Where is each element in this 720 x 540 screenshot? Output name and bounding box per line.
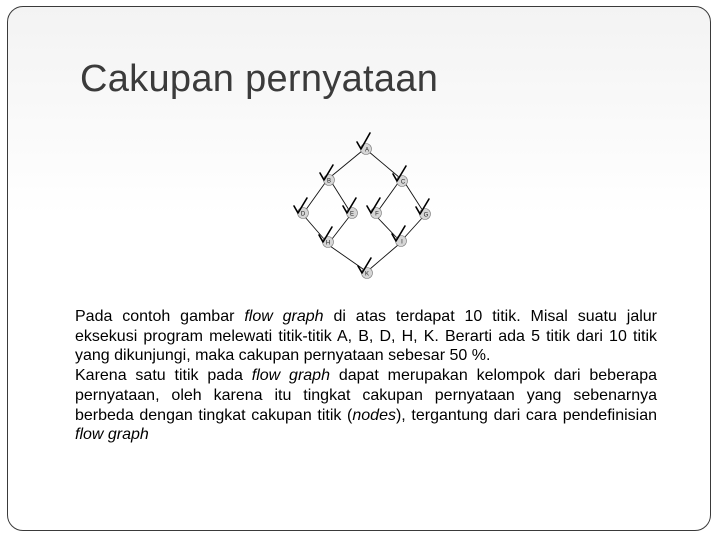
node-c-label: C [400, 179, 406, 186]
paragraph-2-emphasis-flow-graph: flow graph [251, 367, 330, 385]
paragraph-2-text-3: ), tergantung dari cara pendefinisian [395, 406, 657, 424]
paragraph-2-emphasis-flow-graph-end: flow graph [75, 426, 149, 444]
slide-title: Cakupan pernyataan [80, 58, 439, 100]
node-g-label: G [423, 212, 429, 219]
node-b-label: B [326, 178, 332, 185]
edge-e-h [332, 217, 349, 239]
node-h-label: H [325, 240, 331, 247]
node-a [357, 133, 372, 155]
paragraph-1-emphasis-flow-graph: flow graph [244, 308, 324, 325]
slide-body [75, 307, 657, 445]
flow-graph-diagram [277, 125, 447, 297]
node-b [320, 165, 335, 186]
edge-b-e [332, 183, 349, 210]
edge-f-i [377, 217, 397, 238]
node-e [343, 198, 358, 219]
node-c [393, 166, 408, 187]
node-e-label: E [349, 211, 355, 218]
node-i-label: I [401, 239, 403, 246]
paragraph-2-emphasis-nodes: nodes [352, 406, 396, 424]
node-k [358, 258, 373, 279]
edge-d-h [305, 217, 324, 239]
paragraph-2-text-2: dapat merupakan kelompok dari beberapa pernyataan, oleh karena itu tingkat cakupan pernyataan yang sebenarnya berbeda dengan tingkat cakupan titik ( [75, 367, 658, 424]
paragraph-1-text-2: di atas terdapat 10 titik. Misal suatu jalur eksekusi program melewati titik-titik A, B, D, H, K. Berarti ada 5 titik dari 10 titik yang dikunjungi, maka cakupan pernyataan sebesar 50 %. [75, 308, 657, 365]
paragraph-2 [75, 366, 657, 445]
node-d [294, 198, 309, 219]
node-h [319, 227, 334, 248]
edge-i-k [370, 245, 398, 269]
node-g [416, 199, 431, 220]
node-a-label: A [364, 147, 370, 154]
edge-c-g [405, 183, 423, 211]
edge-c-f [378, 183, 398, 211]
node-f-label: F [375, 211, 379, 218]
node-f [367, 198, 382, 219]
node-d-label: D [300, 211, 306, 218]
paragraph-2-text-1: Karena satu titik pada [75, 367, 252, 385]
edge-g-i [404, 217, 423, 238]
edge-b-d [305, 183, 325, 211]
edge-a-c [368, 151, 400, 178]
node-i [392, 226, 407, 247]
paragraph-1 [75, 307, 657, 366]
paragraph-1-text-1: Pada contoh gambar [75, 308, 245, 325]
node-k-label: K [364, 271, 370, 278]
